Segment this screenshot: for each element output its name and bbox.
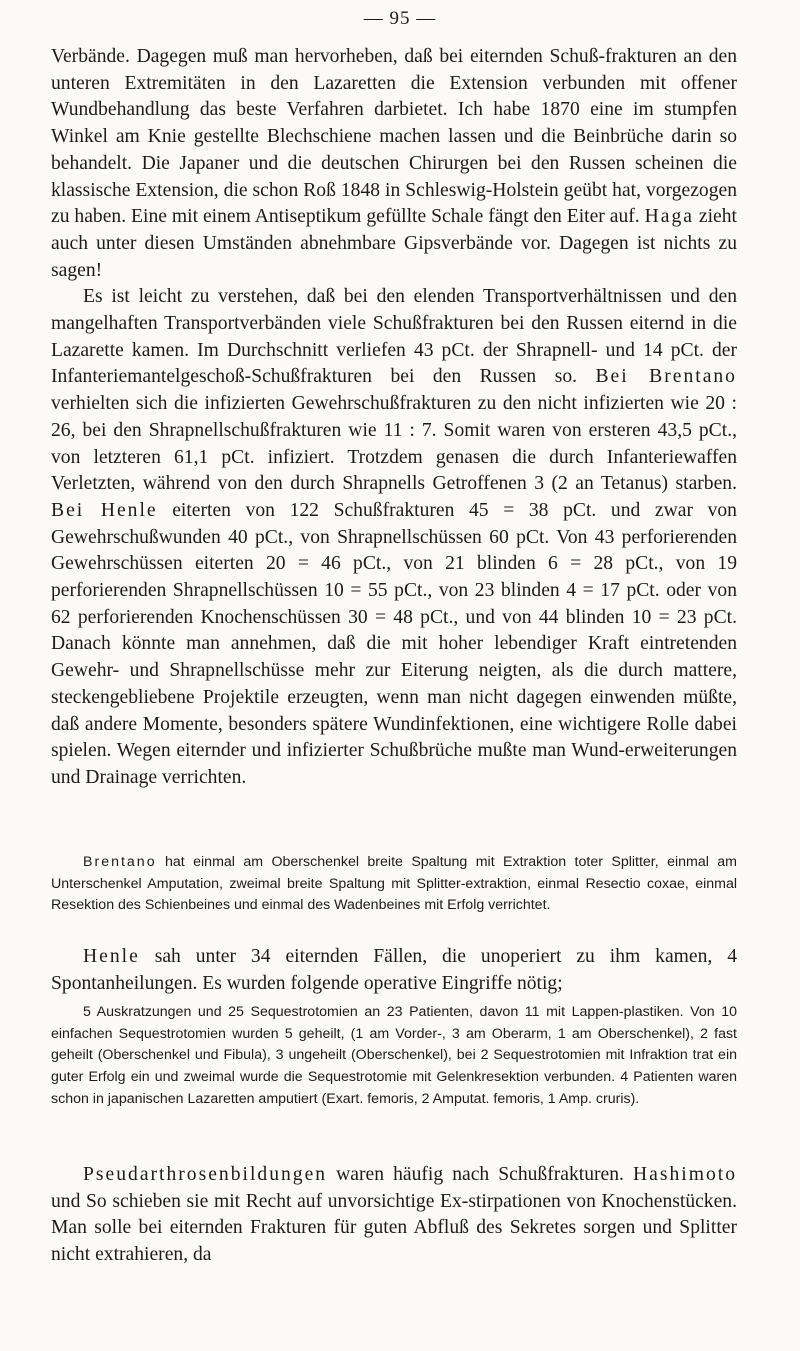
text-block-henle [51, 944, 737, 997]
author-name-hashimoto: Hashimoto [633, 1164, 737, 1185]
author-name-brentano: Bei Brentano [595, 366, 737, 388]
paragraph-text: Verbände. Dagegen muß man hervorheben, daß bei eiternden Schuß-frakturen an den unteren Extremitäten in den Lazaretten die Extension verbunden mit offener Wundbehandlung das beste Verfahren darbietet. Ich habe 1870 eine im stumpfen Winkel am Knie gestellte Blechschiene machen lassen und die Beinbrüche darin so behandelt. Die Japaner und die deutschen Chirurgen bei den Russen scheinen die klassische Extension, die schon Roß 1848 in Schleswig-Holstein geübt hat, vorgezogen zu haben. Eine mit einem Antiseptikum gefüllte Schale fängt den Eiter auf. [51, 46, 737, 228]
text-block-top [51, 44, 737, 792]
small-print-operations: 5 Auskratzungen und 25 Sequestrotomien an 23 Patienten, davon 11 mit Lappen-plastiken. Von 10 einfachen Sequestrotomien wurden 5 geheilt, (1 am Vorder-, 3 am Oberarm, 1 am Oberschenkel), 2 fast geheilt (Oberschenkel und Fibula), 3 ungeheilt (Oberschenkel), bei 2 Sequestrotomien mit Infraktion trat ein guter Erfolg ein und zweimal wurde die Sequestrotomie mit Gelenkresektion verbunden. 4 Patienten waren schon in japanischen Lazaretten amputiert (Exart. femoris, 2 Amputat. femoris, 1 Amp. cruris). [51, 1004, 737, 1107]
text-block-final [51, 1162, 737, 1269]
author-name-brentano: Brentano [83, 854, 157, 870]
paragraph-text: und So schieben sie mit Recht auf unvorsichtige Ex-stirpationen von Knochenstücken. Man solle bei eiternden Frakturen für guten Abfluß des Sekretes sorgen und Splitter nicht extrahieren, da [51, 1190, 737, 1266]
author-name-henle: Henle [83, 946, 140, 967]
author-name-haga: Haga [644, 206, 694, 228]
paragraph-text: eiterten von 122 Schußfrakturen 45 = 38 pCt. und zwar von Gewehrschußwunden 40 pCt., von Shrapnellschüssen 60 pCt. Von 43 perforierenden Gewehrschüssen eiterten 20 = 46 pCt., von 21 blinden 6 = 28 pCt., von 19 perforierenden Shrapnellschüssen 10 = 55 pCt., von 23 blinden 4 = 17 pCt. oder von 62 perforierenden Knochenschüssen 30 = 48 pCt., und von 44 blinden 10 = 23 pCt. Danach könnte man annehmen, daß die mit hoher lebendiger Kraft eintretenden Gewehr- und Shrapnellschüsse mehr zur Eiterung neigten, als die durch mattere, steckengebliebene Projektile erzeugten, wenn man nicht dagegen einwenden müßte, daß andere Momente, besonders spätere Wundinfektionen, eine wichtigere Rolle dabei spielen. Wegen eiternder und infizierter Schußbrüche mußte man Wund-erweiterungen und Drainage verrichten. [51, 499, 737, 788]
paragraph-transport [51, 284, 737, 791]
paragraph-text: waren häufig nach Schußfrakturen. [327, 1164, 633, 1185]
term-pseudarthrosenbildungen: Pseudarthrosenbildungen [83, 1164, 328, 1185]
text-block-small-operations [51, 1002, 737, 1111]
text-block-small-brentano [51, 852, 737, 917]
page-number: — 95 — [363, 8, 437, 29]
small-print-text: hat einmal am Oberschenkel breite Spaltung mit Extraktion toter Splitter, einmal am Unterschenkel Amputation, zweimal breite Spaltung mit Splitter-extraktion, einmal Resectio coxae, einmal Resektion des Schienbeines und einmal des Wadenbeines mit Erfolg verrichtet. [51, 854, 737, 914]
small-print-brentano [51, 852, 737, 917]
paragraph-extension [51, 44, 737, 284]
paragraph-text: zieht auch unter diesen Umständen abnehmbare Gipsverbände vor. Dagegen ist nichts zu sagen! [51, 206, 737, 281]
paragraph-text: sah unter 34 eiternden Fällen, die unoperiert zu ihm kamen, 4 Spontanheilungen. Es wurden folgende operative Eingriffe nötig; [51, 946, 737, 994]
author-name-henle: Bei Henle [51, 499, 158, 521]
paragraph-text: verhielten sich die infizierten Gewehrschußfrakturen zu den nicht infizierten wie 20 : 26, bei den Shrapnellschußfrakturen wie 11 : 7. Somit waren von ersteren 43,5 pCt., von letzteren 61,1 pCt. infiziert. Trotzdem genasen die durch Infanteriewaffen Verletzten, während von den durch Shrapnells Getroffenen 3 (2 an Tetanus) starben. [51, 393, 737, 495]
paragraph-text: Es ist leicht zu verstehen, daß bei den elenden Transportverhältnissen und den mangelhaften Transportverbänden viele Schußfrakturen bei den Russen eiternd in die Lazarette kamen. Im Durchschnitt verliefen 43 pCt. der Shrapnell- und 14 pCt. der Infanteriemantelgeschoß-Schußfrakturen bei den Russen so. [51, 286, 737, 388]
paragraph-henle [51, 944, 737, 997]
paragraph-pseudarthrosis [51, 1162, 737, 1269]
